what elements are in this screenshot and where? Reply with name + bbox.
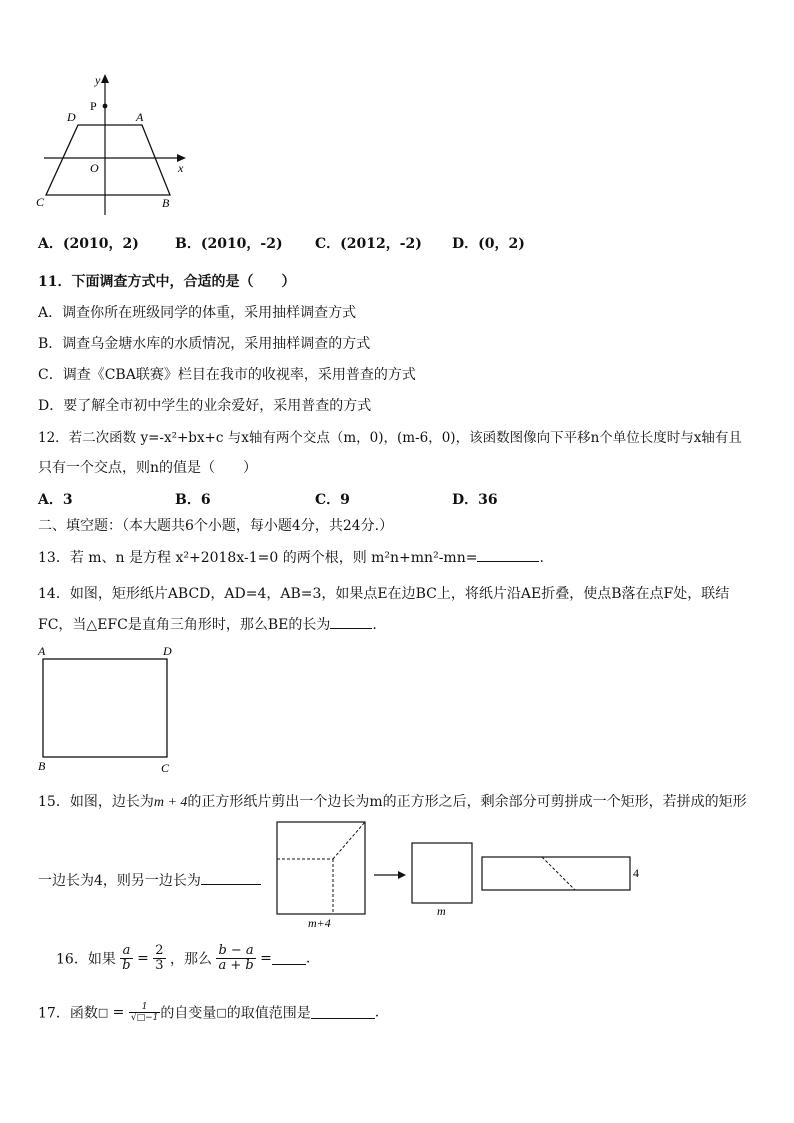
trapezoid-ABCD xyxy=(46,125,170,195)
q17-end: . xyxy=(374,1004,380,1021)
q13-text: 13．若 m、n 是方程 x²+2018x-1=0 的两个根，则 m²n+mn²-mn= xyxy=(38,550,478,566)
cut-line-diagonal xyxy=(333,822,365,859)
spliced-rectangle xyxy=(482,857,630,890)
frac2-num: 2 xyxy=(155,943,164,958)
q12-option-d: D．36 xyxy=(452,492,498,508)
q17 xyxy=(38,1002,379,1023)
q17-mid: 的自变量 xyxy=(160,1005,217,1022)
q16-answer-blank[interactable] xyxy=(272,952,306,965)
q12-option-b: B．6 xyxy=(175,492,211,508)
fraction-2-over-3 xyxy=(153,944,165,973)
label-m: m xyxy=(437,904,446,918)
q11-stem: 11．下面调查方式中，合适的是（ ） xyxy=(38,274,296,290)
small-square xyxy=(412,843,472,903)
q16 xyxy=(56,944,310,973)
q15-line2-text: 一边长为4，则另一边长为 xyxy=(38,873,201,889)
q17-box2: □ xyxy=(216,1006,227,1019)
q12-line1: 12．若二次函数 y=-x²+bx+c 与x轴有两个交点（m，0)，(m-6，0)，该函数图像向下平移n个单位长度时与x轴有且 xyxy=(38,430,742,446)
q16-end: . xyxy=(305,950,311,967)
q11-option-d: D．要了解全市初中学生的业余爱好，采用普查的方式 xyxy=(38,398,372,414)
fraction-1-over-sqrt xyxy=(129,1002,161,1023)
q15-math-m-plus-4: m + 4 xyxy=(153,795,188,810)
label-C: C xyxy=(161,761,170,775)
label-4: 4 xyxy=(633,866,639,880)
q15-line1-pre: 15．如图，边长为 xyxy=(38,794,154,810)
q17-num: 1 xyxy=(129,1002,161,1013)
q13 xyxy=(38,547,544,567)
q17-den: √□−1 xyxy=(130,1013,159,1023)
frac1-num: a xyxy=(120,944,132,959)
label-C: C xyxy=(36,195,45,209)
q14-end: . xyxy=(372,617,377,633)
q15-line1 xyxy=(38,791,747,811)
q14-line1: 14．如图，矩形纸片ABCD，AD=4，AB=3，如果点E在边BC上，将纸片沿AE折叠，使点B落在点F处，联结 xyxy=(38,586,730,602)
q15-line1-post: 的正方形纸片剪出一个边长为m的正方形之后，剩余部分可剪拼成一个矩形，若拼成的矩形 xyxy=(187,794,747,810)
q11-option-c: C．调查《CBA联赛》栏目在我市的收视率，采用普查的方式 xyxy=(38,367,416,383)
point-P xyxy=(103,104,108,109)
q10-option-c: C．(2012，-2) xyxy=(315,236,422,252)
q10-option-d: D．(0，2) xyxy=(452,236,525,252)
q12-option-c: C．9 xyxy=(315,492,350,508)
q15-answer-blank[interactable] xyxy=(201,872,261,885)
label-A: A xyxy=(38,644,46,658)
arrow-head-icon xyxy=(398,871,406,879)
label-D: D xyxy=(67,110,76,124)
q13-end: . xyxy=(539,550,544,566)
q12-line2: 只有一个交点，则n的值是（ ） xyxy=(38,460,258,476)
q17-answer-blank[interactable] xyxy=(311,1006,375,1019)
q14-line2 xyxy=(38,614,377,634)
y-axis-arrow xyxy=(101,74,109,83)
label-y: y xyxy=(95,73,101,87)
label-B: B xyxy=(162,196,170,210)
q17-eq: = xyxy=(108,1004,129,1021)
label-B: B xyxy=(38,759,46,773)
label-O: O xyxy=(90,161,99,175)
frac2-den: 3 xyxy=(155,958,164,973)
label-D: D xyxy=(163,644,172,658)
q14-line2-text: FC，当△EFC是直角三角形时，那么BE的长为 xyxy=(38,617,331,633)
label-x: x xyxy=(178,161,184,175)
rectangle-abcd xyxy=(43,659,167,757)
q16-eq: = xyxy=(137,950,149,967)
frac3-num: b − a xyxy=(218,943,254,958)
q17-post: 的取值范围是 xyxy=(226,1005,311,1022)
fraction-b-minus-a-over-a-plus-b xyxy=(216,944,255,973)
label-A: A xyxy=(136,110,144,124)
q17-pre: 17．函数 xyxy=(38,1005,98,1022)
q10-option-a: A．(2010，2) xyxy=(38,236,139,252)
trapezoid-coordinate-figure xyxy=(30,70,200,220)
frac1-den: b xyxy=(122,958,131,973)
square-cut-figure xyxy=(270,815,650,935)
q16-mid: ，那么 xyxy=(169,951,212,968)
q11-option-b: B．调查乌金塘水库的水质情况，采用抽样调查的方式 xyxy=(38,336,371,352)
q13-answer-blank[interactable] xyxy=(477,549,539,562)
label-m-plus-4: m+4 xyxy=(308,916,331,930)
q12-option-a: A．3 xyxy=(38,492,73,508)
section-title-fill-in: 二、填空题：（本大题共6个小题，每小题4分，共24分.） xyxy=(38,518,394,534)
fraction-a-over-b xyxy=(120,944,132,973)
big-square xyxy=(277,822,365,914)
q10-option-b: B．(2010，-2) xyxy=(175,236,283,252)
rectangle-dashed-cut xyxy=(542,857,575,890)
q16-pre: 16．如果 xyxy=(56,951,116,968)
q15-line2 xyxy=(38,870,261,890)
q14-answer-blank[interactable] xyxy=(330,616,372,629)
q11-option-a: A．调查你所在班级同学的体重，采用抽样调查方式 xyxy=(38,305,357,321)
q16-post: = xyxy=(260,950,272,967)
label-P: P xyxy=(90,99,97,113)
frac3-den: a + b xyxy=(218,958,254,973)
q17-box1: □ xyxy=(97,1006,109,1019)
rectangle-abcd-figure xyxy=(34,642,184,777)
